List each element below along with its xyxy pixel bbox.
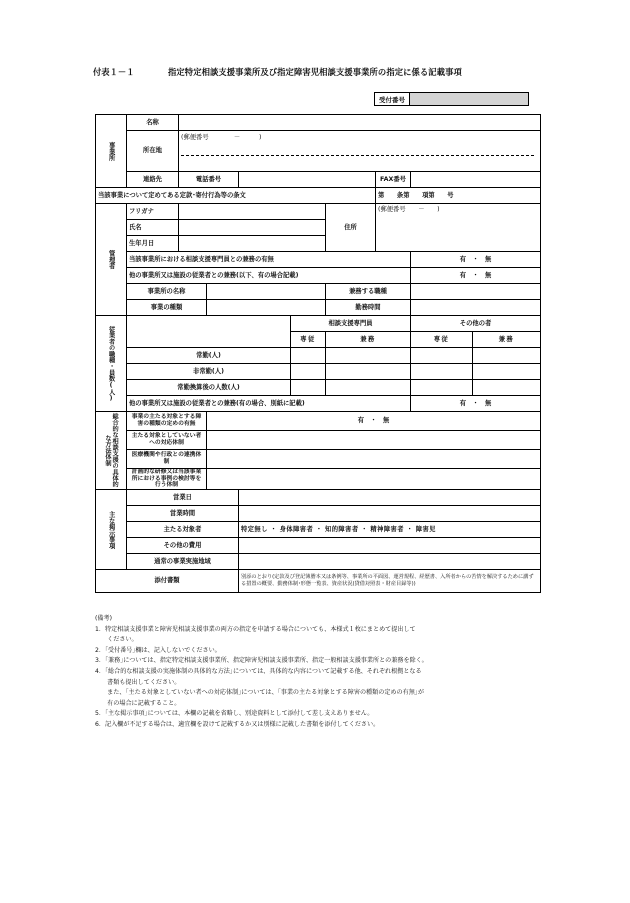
office-address-field <box>179 131 541 172</box>
staff-row-fulltime-label: 常勤(人) <box>127 348 291 364</box>
note-line: 1．特定相談支援事業と障害児相談支援事業の両方の指定を申請する場合についても、本様式１枚にまとめて提出して <box>95 625 416 633</box>
address-dash-line <box>181 155 534 156</box>
cell <box>411 348 473 364</box>
business-type-label: 事業の種類 <box>127 300 207 316</box>
furigana-label: フリガナ <box>127 204 179 220</box>
manager-name-field <box>179 220 326 236</box>
note-line: 5．｢主な掲示事項｣については、本欄の記載を省略し、別途資料として添付して差し支えありません。 <box>95 710 374 718</box>
staff-dual-label: 他の事業所又は施設の従業者との兼務(有の場合、別紙に記載) <box>127 396 411 412</box>
dual-role-other-label: 他の事業所又は施設の従業者との兼務(以下、有の場合記載) <box>127 268 411 284</box>
support-item-4: 計画的な研修又は当該事業所における事例の検討等を行う体制 <box>127 469 207 490</box>
notice-business-hours: 営業時間 <box>127 505 239 521</box>
dual-role-consultant-value: 有 ・ 無 <box>411 252 541 268</box>
cell <box>411 364 473 380</box>
dual-job-field <box>411 284 541 300</box>
other-parttime-header: 兼務 <box>473 332 541 348</box>
form-ref: 付表１－１ <box>93 67 135 77</box>
office-section-label: 事業所 <box>96 115 127 188</box>
note-line: 有の場合に記載すること。 <box>95 699 181 707</box>
notice-target-value: 特定無し ・ 身体障害者 ・ 知的障害者 ・ 精神障害者 ・ 障害児 <box>239 521 541 537</box>
other-office-name-label: 事業所の名称 <box>127 284 207 300</box>
fax-field <box>411 172 541 188</box>
dual-role-consultant-label: 当該事業所における相談支援専門員との兼務の有無 <box>127 252 411 268</box>
support-item-3: 医療機関や行政との連携体制 <box>127 450 207 469</box>
cell <box>239 537 541 553</box>
other-staff-header: その他の者 <box>411 316 541 332</box>
manager-postal: (郵便番号 － ) <box>378 206 440 213</box>
dual-role-other-value: 有 ・ 無 <box>411 268 541 284</box>
note-line: 書類も提出してください。 <box>95 678 181 686</box>
articles-label: 当該事業について定めてある定款･寄付行為等の条文 <box>96 188 376 204</box>
office-name-field <box>179 115 541 131</box>
manager-section-label: 管理者 <box>96 204 127 316</box>
consultant-header: 相談支援専門員 <box>291 316 411 332</box>
note-line: また、｢主たる対象としていない者への対応体制｣については、｢事業の主たる対象とする障害の種類の定めの有無｣が <box>95 689 424 697</box>
application-form-table <box>95 114 541 593</box>
notes-section <box>95 614 540 731</box>
note-line: 4．｢総合的な相談支援の実施体制の具体的な方法｣については、具体的な内容について記載する他、それぞれ根拠となる <box>95 667 422 675</box>
notes-heading: (備考) <box>95 615 112 622</box>
note-line: 2．｢受付番号｣欄は、記入しないでください。 <box>95 646 221 654</box>
cell <box>239 553 541 569</box>
support-item-2: 主たる対象としていない者への対応体制 <box>127 431 207 450</box>
manager-name-label: 氏名 <box>127 220 179 236</box>
birthdate-field <box>179 236 326 252</box>
note-line: 3．｢兼務｣については、指定特定相談支援事業所、指定障害児相談支援事業所、指定一般相談支援事業所との兼務を除く。 <box>95 657 428 665</box>
notice-section-label: 主な掲示事項 <box>96 489 127 569</box>
cell <box>291 380 326 396</box>
consultant-fulltime-header: 専従 <box>291 332 326 348</box>
work-hours-field <box>411 300 541 316</box>
note-line: ください。 <box>95 636 138 644</box>
dual-job-label: 兼務する職種 <box>326 284 411 300</box>
notice-target: 主たる対象者 <box>127 521 239 537</box>
support-item-2-field <box>207 431 541 450</box>
notice-service-area: 通常の事業実施地域 <box>127 553 239 569</box>
receipt-number-label: 受付番号 <box>375 93 410 106</box>
note-line: 6．記入欄が不足する場合は、適宜欄を設けて記載するか又は別様に記載した書類を添付してください。 <box>95 720 380 728</box>
phone-field <box>239 172 376 188</box>
cell <box>239 489 541 505</box>
office-postal: (郵便番号 － ) <box>181 134 262 141</box>
support-section-label: 総合的な相談支援の具体的な方法体制 <box>96 412 127 490</box>
business-type-field <box>207 300 326 316</box>
support-item-3-field <box>207 450 541 469</box>
notice-business-days: 営業日 <box>127 489 239 505</box>
manager-address-field <box>376 204 541 252</box>
cell <box>473 348 541 364</box>
staff-dual-value: 有 ・ 無 <box>411 396 541 412</box>
office-name-label: 名称 <box>127 115 179 131</box>
receipt-number-box <box>374 92 529 106</box>
cell <box>326 380 411 396</box>
staff-section-label: 従業者の職種・員数(人) <box>96 316 127 412</box>
cell <box>326 364 411 380</box>
cell <box>473 380 541 396</box>
staff-row-fte-label: 常勤換算後の人数(人) <box>127 380 291 396</box>
cell <box>291 348 326 364</box>
form-title: 指定特定相談支援事業所及び指定障害児相談支援事業所の指定に係る記載事項 <box>168 67 462 77</box>
phone-label: 電話番号 <box>179 172 239 188</box>
support-item-4-field <box>207 469 541 490</box>
fax-label: FAX番号 <box>376 172 411 188</box>
furigana-field <box>179 204 326 220</box>
work-hours-label: 勤務時間 <box>326 300 411 316</box>
cell <box>239 505 541 521</box>
birthdate-label: 生年月日 <box>127 236 179 252</box>
support-item-1: 事業の主たる対象とする障害の種類の定めの有無 <box>127 412 207 431</box>
articles-value: 第 条第 項第 号 <box>376 188 541 204</box>
notice-other-fees: その他の費用 <box>127 537 239 553</box>
support-item-1-value: 有 ・ 無 <box>207 412 541 431</box>
other-fulltime-header: 専従 <box>411 332 473 348</box>
office-address-label: 所在地 <box>127 131 179 172</box>
office-contact-label: 連絡先 <box>127 172 179 188</box>
attachments-value: 別添のとおり(定款及び登記簿謄本又は条例等、事業所の平面図、運営規程、経歴書、入所者からの苦情を解決するために講ずる措置の概要、勤務体制･形態一覧表、資産状況(貸借対照表・財産目録等)) <box>239 569 541 592</box>
consultant-parttime-header: 兼務 <box>326 332 411 348</box>
staff-row-parttime-label: 非常勤(人) <box>127 364 291 380</box>
attachments-label: 添付書類 <box>96 569 239 592</box>
cell <box>291 364 326 380</box>
staff-header-blank <box>127 316 291 348</box>
other-office-name-field <box>207 284 326 300</box>
cell <box>326 348 411 364</box>
manager-address-label: 住所 <box>326 204 376 252</box>
receipt-number-field <box>410 93 529 106</box>
cell <box>411 380 473 396</box>
cell <box>473 364 541 380</box>
